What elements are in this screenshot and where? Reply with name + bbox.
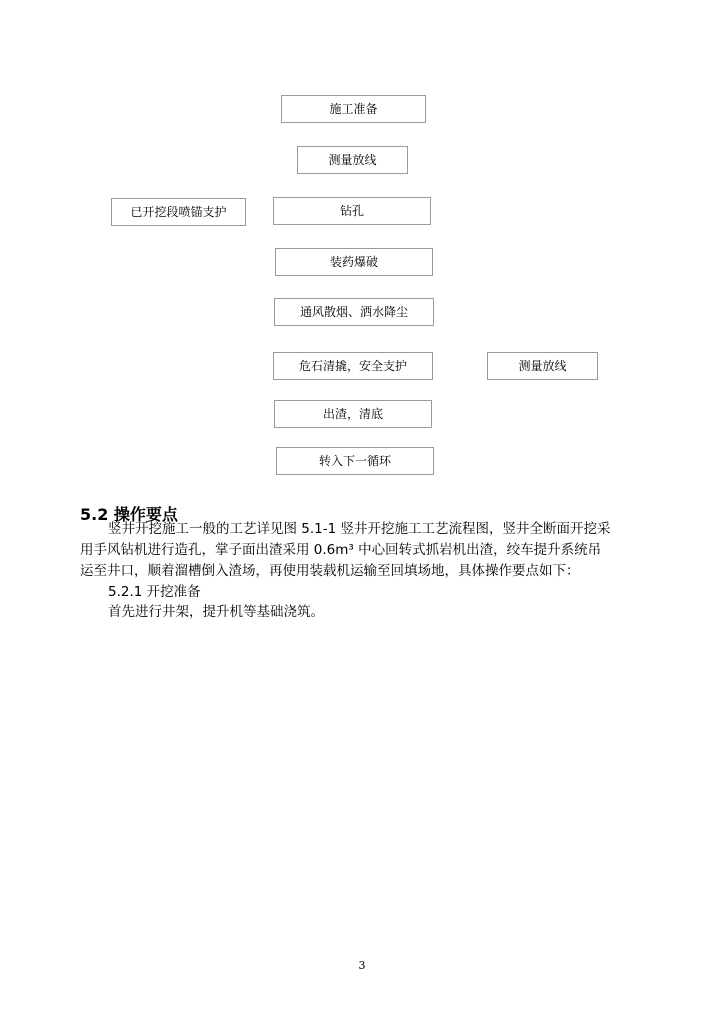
flow-step-ventilation: 通风散烟、洒水降尘 xyxy=(274,298,434,326)
flow-step-next-cycle: 转入下一循环 xyxy=(276,447,434,475)
flow-step-construction-prep: 施工准备 xyxy=(281,95,426,123)
flow-right-branch-survey: 测量放线 xyxy=(487,352,598,380)
flow-step-drilling: 钻孔 xyxy=(273,197,431,225)
paragraph-line: 运至井口，顺着溜槽倒入渣场，再使用装载机运输至回填场地，具体操作要点如下： xyxy=(80,563,580,579)
paragraph-line: 用手风钻机进行造孔，掌子面出渣采用 0.6m³ 中心回转式抓岩机出渣，绞车提升系统吊 xyxy=(80,542,602,558)
page-number: 3 xyxy=(358,959,366,972)
flow-step-blasting: 装药爆破 xyxy=(275,248,433,276)
flow-left-branch-shotcrete-support: 已开挖段喷锚支护 xyxy=(111,198,246,226)
flow-step-survey: 测量放线 xyxy=(297,146,408,174)
paragraph-line: 竖井开挖施工一般的工艺详见图 5.1-1 竖井开挖施工工艺流程图，竖井全断面开挖采 xyxy=(108,521,611,537)
subsection-heading: 5.2.1 开挖准备 xyxy=(108,584,201,600)
paragraph-line: 首先进行井架，提升机等基础浇筑。 xyxy=(108,604,324,620)
flow-step-mucking: 出渣，清底 xyxy=(274,400,432,428)
section-heading: 5.2 操作要点 xyxy=(80,505,178,524)
flow-step-scaling-support: 危石清撬，安全支护 xyxy=(273,352,433,380)
